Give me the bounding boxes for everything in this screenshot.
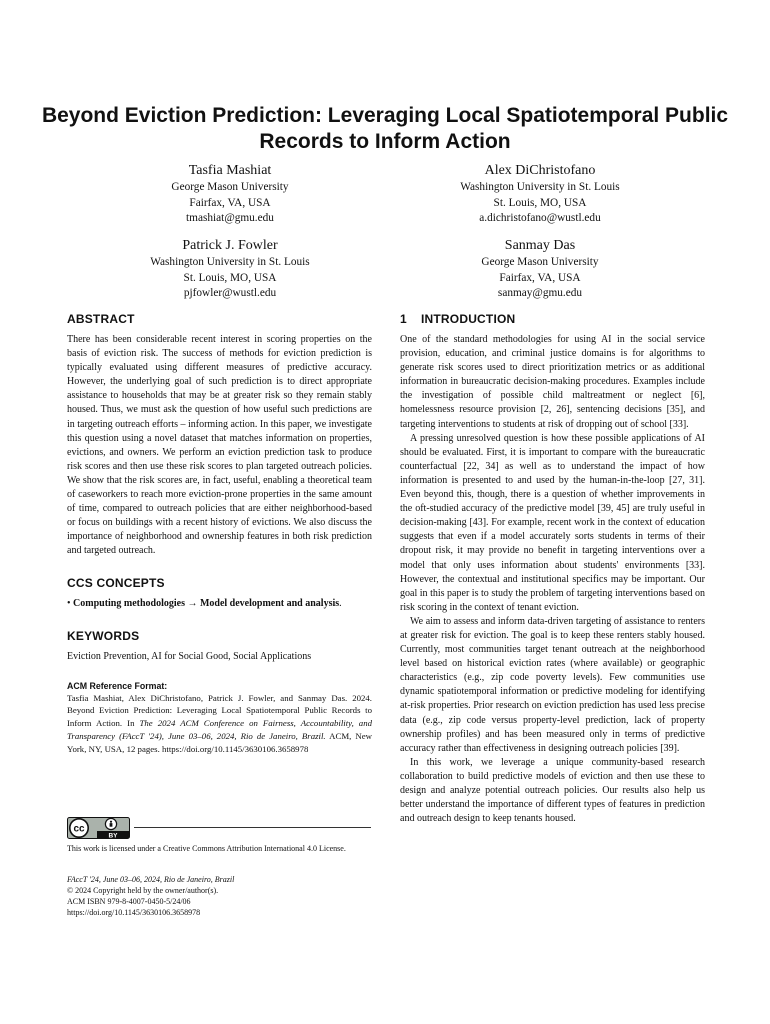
section-number: 1	[400, 312, 407, 326]
author-email: tmashiat@gmu.edu	[186, 212, 274, 224]
ccs-heading: CCS CONCEPTS	[67, 575, 165, 590]
cc-by-license-icon	[67, 817, 130, 839]
author-name: Patrick J. Fowler	[182, 238, 278, 253]
isbn-line: ACM ISBN 979-8-4007-0450-5/24/06	[67, 897, 191, 906]
reference-format-heading: ACM Reference Format:	[67, 680, 168, 691]
conference-info	[67, 874, 372, 918]
abstract-heading: ABSTRACT	[67, 312, 135, 326]
cc-by-label: BY	[108, 832, 118, 839]
ccs-concept: Computing methodologies → Model development and analysis	[73, 597, 340, 609]
author-affiliation: George Mason University	[481, 256, 599, 268]
reference-citation: Tasfia Mashiat, Alex DiChristofano, Patrick J. Fowler, and Sanmay Das. 2024. Beyond Eviction Prediction: Leveraging Local Spatiotemporal Public Records to Inform Action. In	[67, 692, 372, 729]
intro-paragraph-4: In this work, we leverage a unique community-based research collaboration to build predictive models of eviction and then use these to design and analyze potential outreach policies. Our results also help us better understand the importance of different types of features in prediction and outreach design to keep tenants housed.	[400, 756, 705, 825]
section-title: INTRODUCTION	[421, 312, 516, 326]
author-block-2	[390, 162, 690, 227]
ccs-period: .	[339, 597, 342, 609]
conference-name: FAccT '24, June 03–06, 2024, Rio de Janeiro, Brazil	[67, 875, 235, 884]
author-email: a.dichristofano@wustl.edu	[479, 212, 601, 224]
author-name: Alex DiChristofano	[484, 163, 596, 178]
doi-line: https://doi.org/10.1145/3630106.3658978	[67, 908, 201, 917]
author-location: Fairfax, VA, USA	[189, 196, 271, 209]
author-affiliation: George Mason University	[171, 181, 289, 193]
reference-venue: The 2024 ACM Conference on Fairness, Accountability, and Transparency (FAccT '24), June 03–06, 2024, Rio de Janeiro, Brazil.	[67, 718, 372, 742]
author-name: Tasfia Mashiat	[188, 163, 272, 178]
license-text: This work is licensed under a Creative Commons Attribution International 4.0 License.	[67, 844, 346, 853]
paper-title: Beyond Eviction Prediction: Leveraging Local Spatiotemporal Public Records to Inform Action	[41, 104, 729, 153]
author-location: St. Louis, MO, USA	[183, 271, 277, 284]
reference-format-text	[67, 692, 372, 756]
ccs-concepts	[67, 597, 372, 611]
cc-badge-label: cc	[73, 823, 85, 835]
author-affiliation: Washington University in St. Louis	[150, 256, 310, 268]
author-email: pjfowler@wustl.edu	[183, 287, 277, 299]
abstract-text: There has been considerable recent interest in scoring properties on the basis of eviction risk. The success of methods for eviction prediction is typically evaluated using different measures of predictive accuracy. However, the underlying goal of such prediction is to direct appropriate assistance to households that may be at greater risk so they remain stably housed. Thus, we must ask the question of how useful such predictions are in targeting outreach efforts – informing action. In this paper, we investigate this question using a novel dataset that matches information on properties, evictions, and owners. We perform an eviction prediction task to produce risk scores and then use these risk scores to plan targeted outreach policies. We show that the risk scores are, in fact, useful, enabling a theoretical team of caseworkers to reach more eviction-prone properties in the same amount of time, compared to outreach policies that are either neighborhood-based or focus on buildings with a recent history of evictions. We also discuss the importance of neighborhood and ownership features in both risk prediction and targeted outreach.	[67, 334, 372, 557]
ccs-bullet: •	[67, 597, 71, 609]
author-location: St. Louis, MO, USA	[493, 196, 587, 209]
intro-paragraph-3: We aim to assess and inform data-driven targeting of assistance to renters at greater risk for eviction. The goal is to keep these renters stably housed. Currently, most communities target tenant outreach at the neighborhood level based on historical eviction rates (where available) or geographic characteristics (e.g., zip code poverty levels). Few communities use dynamic spatiotemporal information or predictive modeling for identifying at-risk properties. Prior research on eviction prediction has used less precise data (e.g., zip code versus property-level prediction, lack of property ownership profiles) and has been measured only in terms of predictive accuracy rather than effectiveness in designing outreach policies [39].	[400, 615, 705, 754]
reference-publisher: ACM, New York, NY, USA, 12 pages. https://doi.org/10.1145/3630106.3658978	[67, 731, 372, 754]
keywords-heading: KEYWORDS	[67, 628, 140, 643]
author-affiliation: Washington University in St. Louis	[460, 181, 620, 193]
left-column	[67, 311, 372, 756]
intro-paragraph-2: A pressing unresolved question is how these possible applications of AI should be evaluated. First, it is important to compare with the bureaucratic counterfactual [22, 34] as well as to understand the impact of how information is presented to and used by the human-in-the-loop [27, 31]. Even beyond this, though, there is a question of whether improvements in the oft-studied accuracy of the predictive model [39, 45] are truly useful in decision-making [43]. For example, recent work in the context of education suggests that even if a model accurately sorts students in terms of their dropout risk, it may provide no benefit in targeting interventions over a model that only uses information about students' environments [33]. However, the contextual and institutional specifics may be important. Our goal in this paper is to study the problem of targeting interventions based on risk scoring in the context of tenant eviction.	[400, 432, 705, 613]
author-block-1	[80, 162, 380, 227]
license-divider	[134, 827, 371, 828]
intro-paragraph-1: One of the standard methodologies for using AI in the social service provision, education, and criminal justice domains is for algorithms to generate risk scores used to direct prioritization metrics or as additional information in bureaucratic decision-making procedures. Examples include the investigation of possible child maltreatment or neglect [6], homelessness resource provision [2, 26], sentencing decisions [35], and targeting interventions to students at risk of dropping out of school [33].	[400, 334, 705, 430]
right-column	[400, 311, 705, 826]
copyright-line: © 2024 Copyright held by the owner/author(s).	[67, 886, 219, 895]
keywords-text: Eviction Prevention, AI for Social Good, Social Applications	[67, 650, 312, 662]
introduction-heading	[400, 311, 705, 327]
author-email: sanmay@gmu.edu	[497, 287, 583, 299]
author-name: Sanmay Das	[504, 238, 576, 253]
author-block-3	[80, 237, 380, 302]
author-location: Fairfax, VA, USA	[499, 271, 581, 284]
author-block-4	[390, 237, 690, 302]
